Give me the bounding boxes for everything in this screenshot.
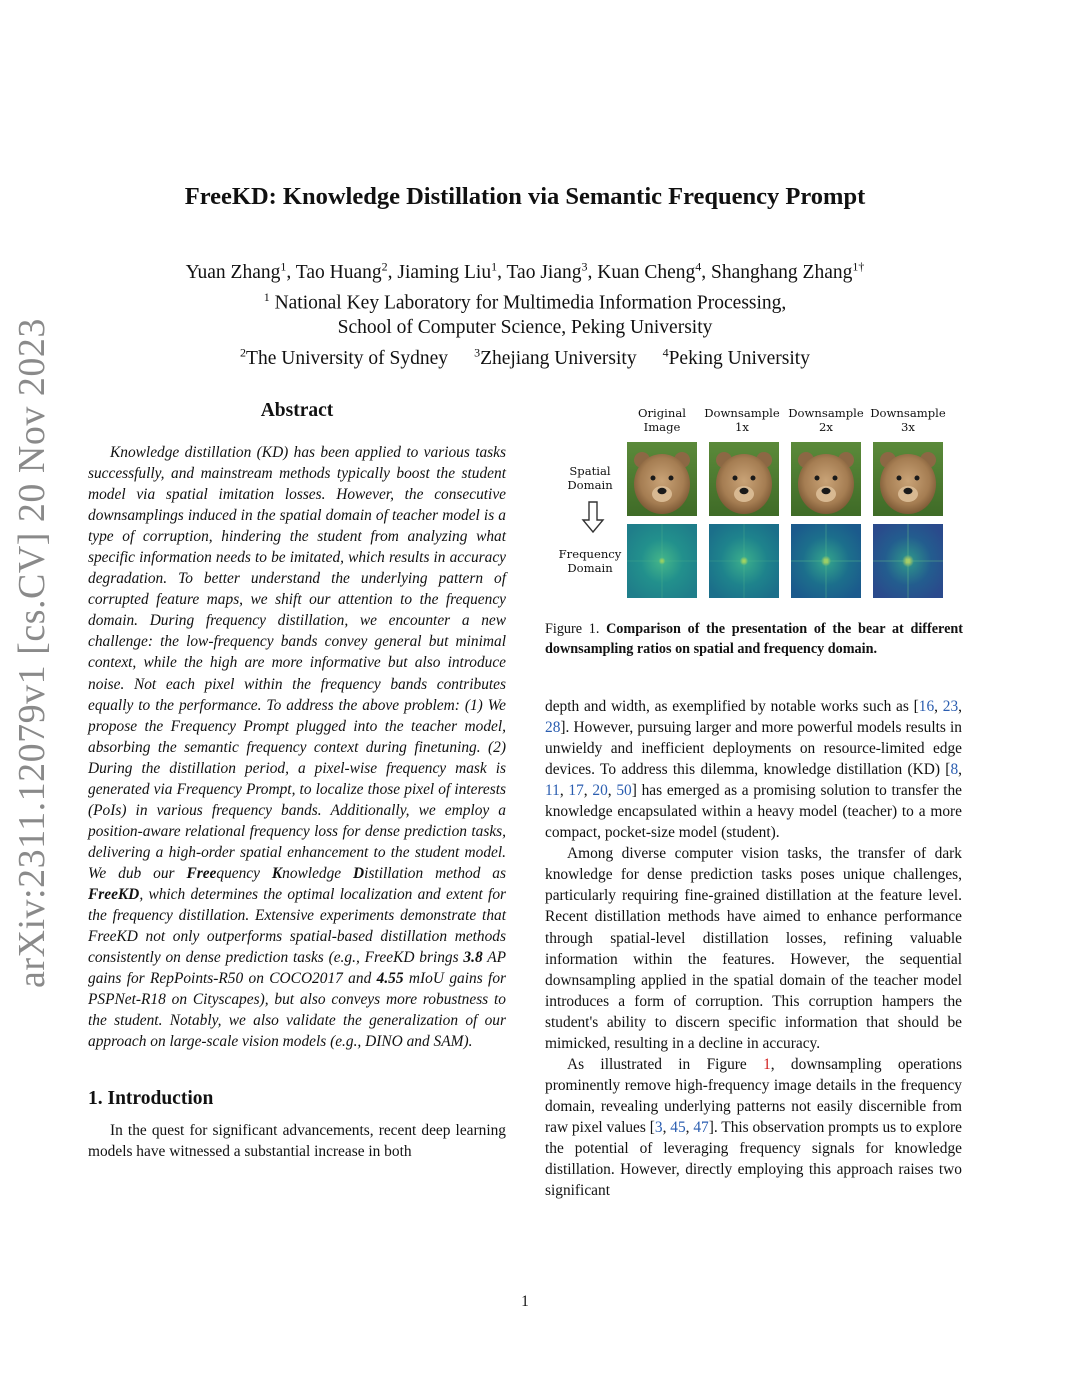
figure-1-caption: Figure 1. Comparison of the presentation of the bear at different downsampling ratios on spatial and frequency domain. bbox=[545, 621, 963, 657]
affiliation-others bbox=[0, 341, 1050, 372]
left-column bbox=[88, 400, 506, 1162]
bear-image-downsample-3x bbox=[873, 442, 943, 516]
bear-image-original bbox=[627, 442, 697, 516]
figure-ref-link[interactable]: 1 bbox=[763, 1055, 771, 1073]
author-name: Kuan Cheng$^4$ bbox=[597, 259, 702, 283]
citation-link[interactable]: 11 bbox=[545, 782, 560, 800]
abstract-text: Knowledge distillation (KD) has been applied to various tasks successfully, and mainstream methods typically boost the student model via spatial imitation losses. However, the consecutive downsamplings induced in the spatial domain of teacher model is a type of corruption, hindering the student from analyzing what specific information needs to be imitated, which results in accuracy degradation. To better understand the underlying pattern of corrupted feature maps, we shift our attention to the frequency domain. During frequency distillation, we encounter a new challenge: the low-frequency bands convey general but minimal context, while the high are more informative but also introduce noise. Not each pixel within the frequency bands contributes equally to the performance. To address the above problem: (1) We propose the Frequency Prompt plugged into the teacher model, absorbing the semantic frequency context during finetuning. (2) During the distillation period, a pixel-wise frequency mask is generated via Frequency Prompt, to localize those pixel of interests (PoIs) in various frequency bands. Additionally, we employ a position-aware relational frequency loss for dense prediction tasks, delivering a high-order spatial enhancement to the student model. We dub our Freequency Knowledge Distillation method as FreeKD, which determines the optimal localization and extent for the frequency distillation. Extensive experiments demonstrate that FreeKD not only outperforms spatial-based distillation methods consistently on dense prediction tasks (e.g., FreeKD brings 3.8 AP gains for RepPoints-R50 on COCO2017 and 4.55 mIoU gains for PSPNet-R18 on Cityscapes), but also conveys more robustness to the student. Notably, we also validate the generalization of our approach on large-scale vision models (e.g., DINO and SAM). bbox=[88, 444, 507, 1051]
citation-link[interactable]: 16 bbox=[918, 698, 935, 715]
figure-col-label: Downsample 3x bbox=[870, 406, 946, 434]
affiliation-1: $^1$ National Key Laboratory for Multimedia Information Processing, bbox=[263, 290, 787, 314]
affiliation-2: School of Computer Science, Peking University bbox=[337, 317, 713, 339]
abstract-heading: Abstract bbox=[260, 400, 334, 421]
citation-link[interactable]: 8 bbox=[950, 761, 959, 779]
author-name: Yuan Zhang$^1$ bbox=[185, 259, 287, 283]
figure-row-label-frequency: Frequency Domain bbox=[558, 547, 622, 575]
affiliation-item: $^4$Peking University bbox=[662, 345, 810, 370]
citation-link[interactable]: 45 bbox=[670, 1118, 686, 1136]
citation-link[interactable]: 23 bbox=[942, 698, 959, 715]
author-name: Shanghang Zhang$^{1\dagger}$ bbox=[711, 259, 865, 283]
citation-link[interactable]: 28 bbox=[545, 719, 561, 737]
intro-paragraph-3: As illustrated in Figure 1, downsampling operations prominently remove high-frequency image details in the frequency domain, revealing underlying patterns not easily discernible from raw pixel values [3, 45, 47]. This observation prompts us to explore the potential of leveraging frequency signals for knowledge distillation. However, directly employing this approach raises two significant bbox=[545, 1055, 962, 1200]
frequency-map-original bbox=[627, 524, 697, 598]
figure-row-label-spatial: Spatial Domain bbox=[567, 464, 613, 492]
frequency-map-downsample-2x bbox=[791, 524, 861, 598]
paper-title: FreeKD: Knowledge Distillation via Semantic Frequency Prompt bbox=[184, 183, 866, 210]
author-name: Tao Huang$^2$ bbox=[295, 259, 388, 283]
citation-link[interactable]: 3 bbox=[654, 1118, 663, 1136]
figure-col-label: Downsample 2x bbox=[788, 406, 864, 434]
intro-paragraph-2: Among diverse computer vision tasks, the transfer of dark knowledge for dense prediction tasks poses unique challenges, particularly requiring fine-grained distillation at the feature level. Recent distillation methods have aimed to enhance performance through spatial-level distillation losses, refining valuable information within the features. However, the sequential downsampling applied in the spatial domain of the teacher model introduces a form of corruption. This corruption hampers the student's ability to discern specific information that should be mimicked, resulting in a decline in accuracy. bbox=[545, 845, 962, 1052]
citation-link[interactable]: 47 bbox=[693, 1118, 709, 1136]
author-name: Tao Jiang$^3$ bbox=[506, 259, 588, 283]
citation-link[interactable]: 20 bbox=[592, 782, 608, 800]
frequency-map-downsample-3x bbox=[873, 524, 943, 598]
author-name: Jiaming Liu$^1$ bbox=[397, 259, 498, 283]
figure-1 bbox=[545, 404, 965, 614]
figure-col-label: Downsample 1x bbox=[704, 406, 780, 434]
frequency-map-downsample-1x bbox=[709, 524, 779, 598]
figure-col-label: Original Image bbox=[638, 406, 686, 434]
author-block bbox=[0, 254, 1050, 372]
intro-paragraph-1: In the quest for significant advancements, recent deep learning models have witnessed a substantial increase in both bbox=[88, 1122, 506, 1161]
intro-heading: 1. Introduction bbox=[88, 1088, 214, 1110]
bear-image-downsample-1x bbox=[709, 442, 779, 516]
citation-link[interactable]: 17 bbox=[568, 782, 584, 800]
affiliation-item: $^3$Zhejiang University bbox=[474, 345, 637, 370]
arxiv-stamp: arXiv:2311.12079v1 [cs.CV] 20 Nov 2023 bbox=[11, 318, 53, 988]
author-list: Yuan Zhang$^1$, Tao Huang$^2$, Jiaming Liu$^1$, Tao Jiang$^3$, Kuan Cheng$^4$, Shanghang Zhang$^{1\dagger}$ bbox=[185, 259, 865, 283]
right-column bbox=[545, 696, 962, 1201]
bear-image-downsample-2x bbox=[791, 442, 861, 516]
affiliation-item: $^2$The University of Sydney bbox=[240, 345, 449, 370]
intro-paragraph-1-continued: depth and width, as exemplified by notable works such as [16, 23, 28]. However, pursuing larger and more powerful models results in unwieldy and inefficient deployments on resource-limited edge devices. To address this dilemma, knowledge distillation (KD) [8, 11, 17, 20, 50] has emerged as a promising solution to transfer the knowledge encapsulated within a heavy model (teacher) to a more compact, pocket-size model (student). bbox=[545, 698, 963, 842]
citation-link[interactable]: 50 bbox=[616, 782, 632, 800]
down-arrow-icon bbox=[581, 500, 605, 534]
page-number: 1 bbox=[521, 1293, 529, 1310]
